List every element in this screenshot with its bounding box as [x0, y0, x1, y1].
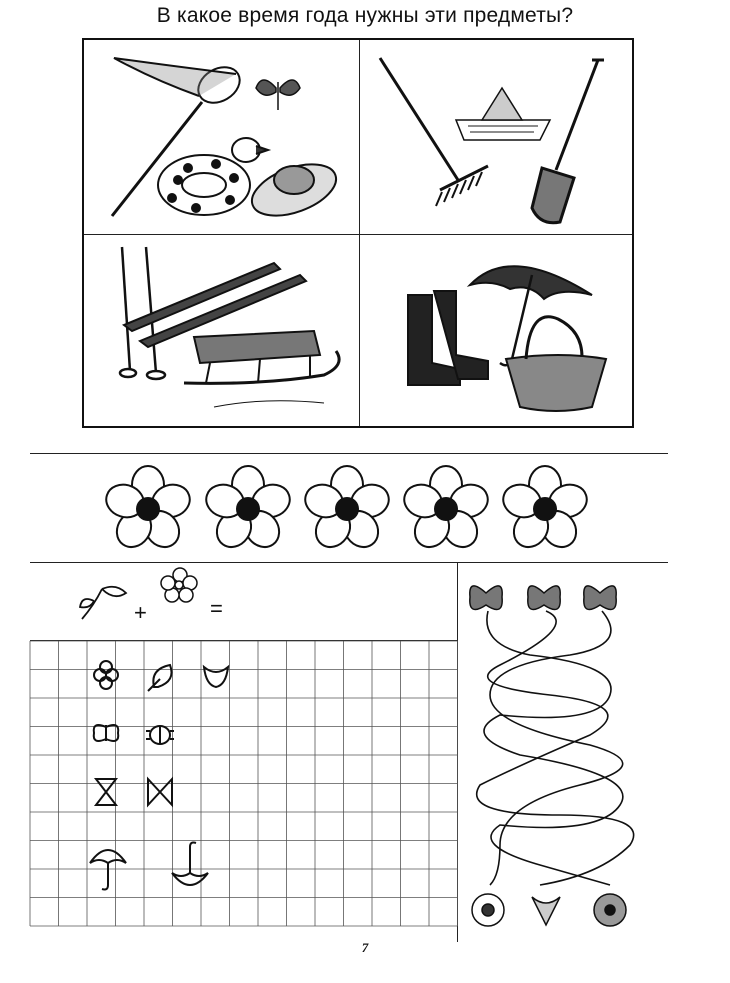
tangled-paths: [477, 611, 634, 885]
paper-boat-icon: [456, 88, 550, 140]
page-number: 7: [361, 940, 369, 955]
panel-winter: [84, 235, 359, 426]
butterfly-icon: [256, 80, 300, 110]
cornflower-icon: [594, 894, 626, 926]
hourglass-icon: [96, 779, 116, 805]
ladybug-icon: [146, 726, 174, 744]
seasons-panel-grid: [82, 38, 634, 428]
grid-symbols: [90, 661, 228, 890]
flower-icon: [400, 466, 492, 554]
equation-row: [72, 565, 312, 625]
equals-sign: =: [210, 596, 223, 621]
tulip-icon: [204, 667, 228, 687]
umbrella-icon: [470, 266, 592, 365]
leaf-icon: [148, 665, 172, 691]
butterfly-icon: [584, 586, 616, 610]
flower-icon: [102, 466, 194, 554]
panel-summer: [84, 40, 359, 234]
plus-sign: +: [134, 600, 147, 625]
butterfly-icon: [470, 586, 502, 610]
flower-icon: [499, 466, 591, 554]
tangled-lines-maze: [460, 565, 670, 945]
flower-icon: [202, 466, 294, 554]
bellflower-icon: [532, 897, 560, 925]
sun-hat-icon: [245, 154, 343, 225]
panel-autumn: [360, 235, 632, 426]
sled-icon: [184, 331, 339, 407]
daisy-icon: [472, 894, 504, 926]
flower-icon: [301, 466, 393, 554]
maze-flowers: [472, 894, 626, 926]
panel-spring: [360, 40, 632, 234]
rubber-boots-icon: [408, 291, 488, 385]
flower-icon: [94, 661, 118, 689]
maze-butterflies: [470, 586, 616, 610]
small-flower-icon: [161, 568, 197, 602]
page-title: В какое время года нужны эти предметы?: [156, 4, 574, 27]
bowtie-icon: [148, 779, 172, 805]
winter-items-illustration: [84, 235, 359, 426]
inverted-umbrella-icon: [172, 843, 208, 886]
butterfly-icon: [94, 725, 119, 741]
shovel-icon: [532, 60, 604, 223]
flower-row: [0, 453, 730, 563]
sprout-icon: [80, 587, 126, 619]
butterfly-icon: [528, 586, 560, 610]
basket-icon: [506, 317, 606, 411]
drawing-grid: [30, 641, 460, 941]
autumn-items-illustration: [360, 235, 632, 426]
spring-items-illustration: [360, 40, 632, 234]
umbrella-icon: [90, 850, 126, 890]
summer-items-illustration: [84, 40, 359, 234]
